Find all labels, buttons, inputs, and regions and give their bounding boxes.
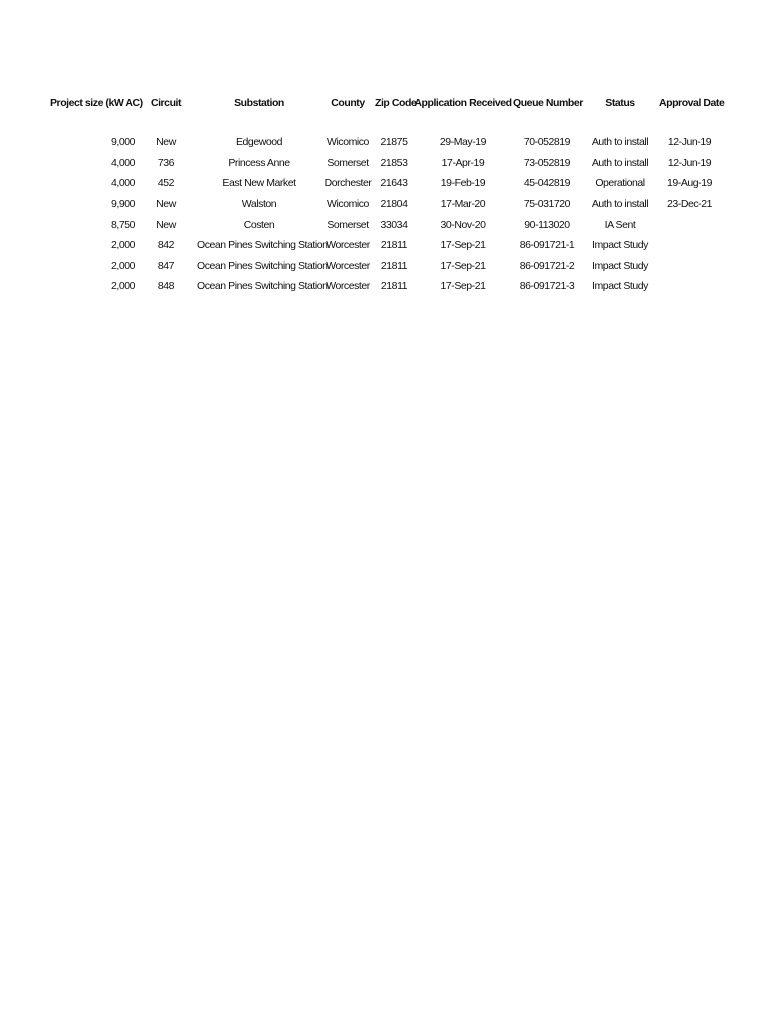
spacer-cell [50,114,720,132]
table-row [50,173,720,194]
cell-approval-date [659,214,720,235]
cell-approval-date: 12-Jun-19 [667,136,712,149]
cell-substation: Edgewood [235,136,283,149]
cell-status: Auth to install [591,136,649,149]
cell-application-received: 29-May-19 [439,136,487,149]
header-status: Status [605,97,635,109]
header-project-size: Project size (kW AC) [50,97,143,109]
cell-status: IA Sent [604,218,636,231]
cell-county: Somerset [327,156,369,169]
cell-project-size: 2,000 [110,280,135,293]
cell-zip-code: 21811 [380,239,408,252]
cell-queue-number: 90-113020 [524,218,570,231]
cell-project-size: 2,000 [110,239,135,252]
cell-approval-date: 19-Aug-19 [667,177,712,190]
table-row [50,132,720,153]
cell-zip-code: 21811 [380,280,408,293]
table-row [50,214,720,235]
cell-substation: Walston [241,198,277,211]
spacer-row [50,114,720,132]
table-row [50,194,720,215]
cell-county: Wicomico [327,136,369,149]
cell-queue-number: 86-091721-1 [519,239,575,252]
cell-application-received: 17-Apr-19 [441,156,485,169]
cell-application-received: 30-Nov-20 [440,218,486,231]
cell-substation: Princess Anne [228,156,290,169]
cell-project-size: 4,000 [110,156,135,169]
header-circuit: Circuit [150,97,182,109]
header-county: County [331,97,365,109]
header-approval-date: Approval Date [659,97,725,109]
cell-application-received: 17-Sep-21 [440,239,486,252]
cell-zip-code: 33034 [380,218,408,231]
cell-county: Worcester [326,280,370,293]
cell-circuit: 847 [157,259,175,272]
cell-approval-date [659,256,720,277]
cell-approval-date: 23-Dec-21 [667,198,712,211]
cell-county: Worcester [326,259,370,272]
cell-county: Wicomico [327,198,369,211]
cell-approval-date [659,276,720,297]
cell-circuit: 452 [157,177,175,190]
cell-project-size: 9,900 [110,198,135,211]
cell-approval-date [659,235,720,256]
cell-circuit: 848 [157,280,175,293]
cell-project-size: 8,750 [110,218,135,231]
table-body [50,114,720,297]
table-header [50,92,725,114]
cell-county: Somerset [327,218,369,231]
cell-status: Operational [595,177,645,190]
cell-circuit: New [156,218,176,231]
cell-substation: East New Market [222,177,296,190]
cell-application-received: 17-Sep-21 [440,280,486,293]
header-application-received: Application Received [414,97,512,109]
interconnection-queue-table [50,92,725,297]
cell-status: Impact Study [592,259,648,272]
cell-application-received: 19-Feb-19 [440,177,486,190]
cell-project-size: 2,000 [110,259,135,272]
cell-county: Dorchester [324,177,372,190]
cell-application-received: 17-Mar-20 [440,198,486,211]
cell-queue-number: 70-052819 [523,136,571,149]
cell-zip-code: 21804 [380,198,408,211]
cell-queue-number: 73-052819 [523,156,571,169]
cell-substation: Ocean Pines Switching Station [197,259,328,272]
cell-status: Impact Study [592,280,648,293]
cell-zip-code: 21853 [380,156,408,169]
cell-circuit: 736 [157,156,175,169]
header-zip-code: Zip Code [375,97,417,109]
cell-queue-number: 45-042819 [523,177,571,190]
table-row [50,276,720,297]
cell-queue-number: 75-031720 [523,198,571,211]
cell-substation: Costen [243,218,275,231]
cell-approval-date: 12-Jun-19 [667,156,712,169]
cell-county: Worcester [326,239,370,252]
header-row [50,92,720,114]
cell-project-size: 9,000 [110,136,135,149]
header-queue-number: Queue Number [513,97,583,109]
cell-zip-code: 21811 [380,259,408,272]
cell-queue-number: 86-091721-3 [519,280,575,293]
table-row [50,153,720,174]
table-row [50,256,720,277]
cell-status: Impact Study [592,239,648,252]
cell-circuit: New [156,136,176,149]
table-row [50,235,720,256]
cell-substation: Ocean Pines Switching Station [197,280,328,293]
cell-circuit: 842 [157,239,175,252]
cell-application-received: 17-Sep-21 [440,259,486,272]
cell-project-size: 4,000 [110,177,135,190]
cell-circuit: New [156,198,176,211]
header-substation: Substation [234,97,284,109]
cell-status: Auth to install [591,198,649,211]
cell-substation: Ocean Pines Switching Station [197,239,328,252]
cell-zip-code: 21643 [380,177,408,190]
cell-status: Auth to install [591,156,649,169]
cell-zip-code: 21875 [380,136,408,149]
cell-queue-number: 86-091721-2 [519,259,575,272]
